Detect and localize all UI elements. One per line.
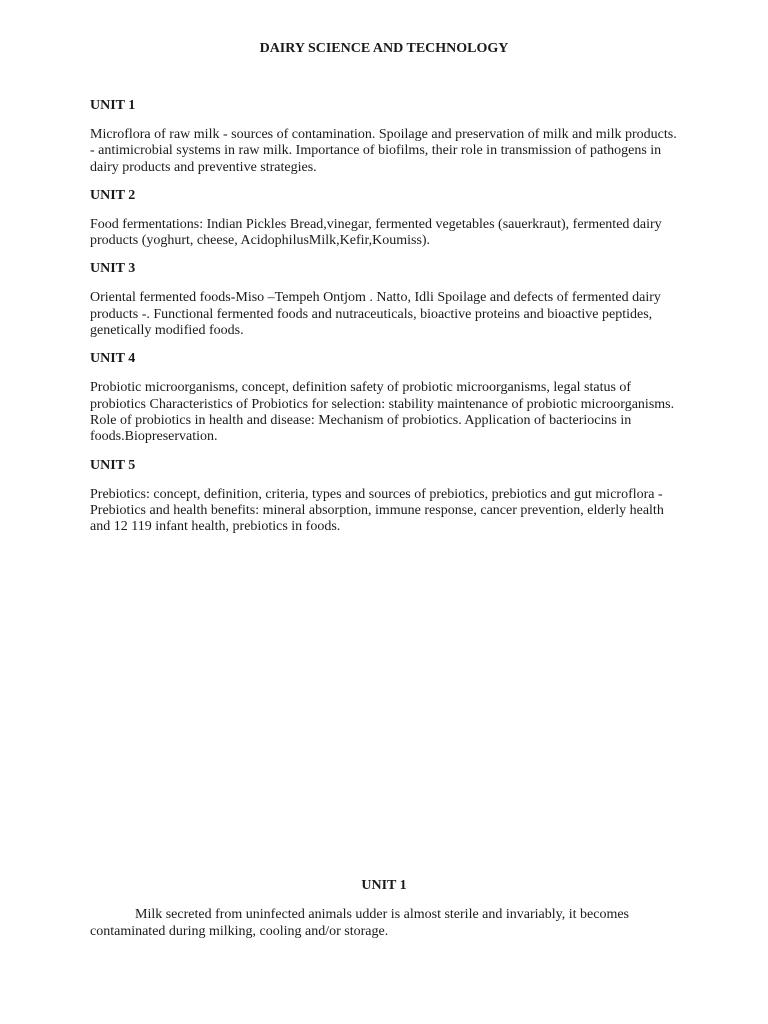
unit-2 [90, 188, 682, 250]
section-heading: UNIT 1 [361, 878, 407, 893]
unit-heading: UNIT 1 [90, 98, 136, 113]
unit-description: Microflora of raw milk - sources of contamination. Spoilage and preservation of milk and milk products. - antimicrobial systems in raw milk. Importance of biofilms, their role in transmission of pathogens in dairy products and preventive strategies. [90, 127, 677, 175]
unit-heading: UNIT 3 [90, 261, 136, 277]
unit-5 [90, 458, 682, 536]
unit-description: Food fermentations: Indian Pickles Bread,vinegar, fermented vegetables (sauerkraut), fermented dairy products (yoghurt, cheese, AcidophilusMilk,Kefir,Koumiss). [90, 216, 662, 249]
unit-heading: UNIT 2 [90, 187, 136, 203]
unit-heading: UNIT 5 [90, 457, 136, 473]
unit-description: Probiotic microorganisms, concept, definition safety of probiotic microorganisms, legal status of probiotics Characteristics of Probiotics for selection: stability maintenance of probiotic microorganisms. Role of probiotics in health and disease: Mechanism of probiotics. Application of bacteriocins in foods.Biopreservation. [90, 380, 675, 445]
document-title: DAIRY SCIENCE AND TECHNOLOGY [259, 41, 509, 56]
unit-3 [90, 261, 682, 339]
unit-description: Oriental fermented foods-Miso –Tempeh Ontjom . Natto, Idli Spoilage and defects of fermented dairy products -. Functional fermented foods and nutraceuticals, bioactive proteins and bioactive peptides, genetically modified foods. [90, 290, 661, 339]
section-paragraph: Milk secreted from uninfected animals udder is almost sterile and invariably, it becomes contaminated during milking, cooling and/or storage. [90, 907, 629, 939]
unit-heading: UNIT 4 [90, 351, 136, 367]
syllabus-list [90, 98, 682, 547]
unit-4 [90, 351, 682, 445]
unit-description: Prebiotics: concept, definition, criteria, types and sources of prebiotics, prebiotics and gut microflora - Prebiotics and health benefits: mineral absorption, immune response, cancer prevention, elderly health and 12 119 infant health, prebiotics in foods. [90, 486, 664, 535]
unit-1 [90, 98, 682, 176]
